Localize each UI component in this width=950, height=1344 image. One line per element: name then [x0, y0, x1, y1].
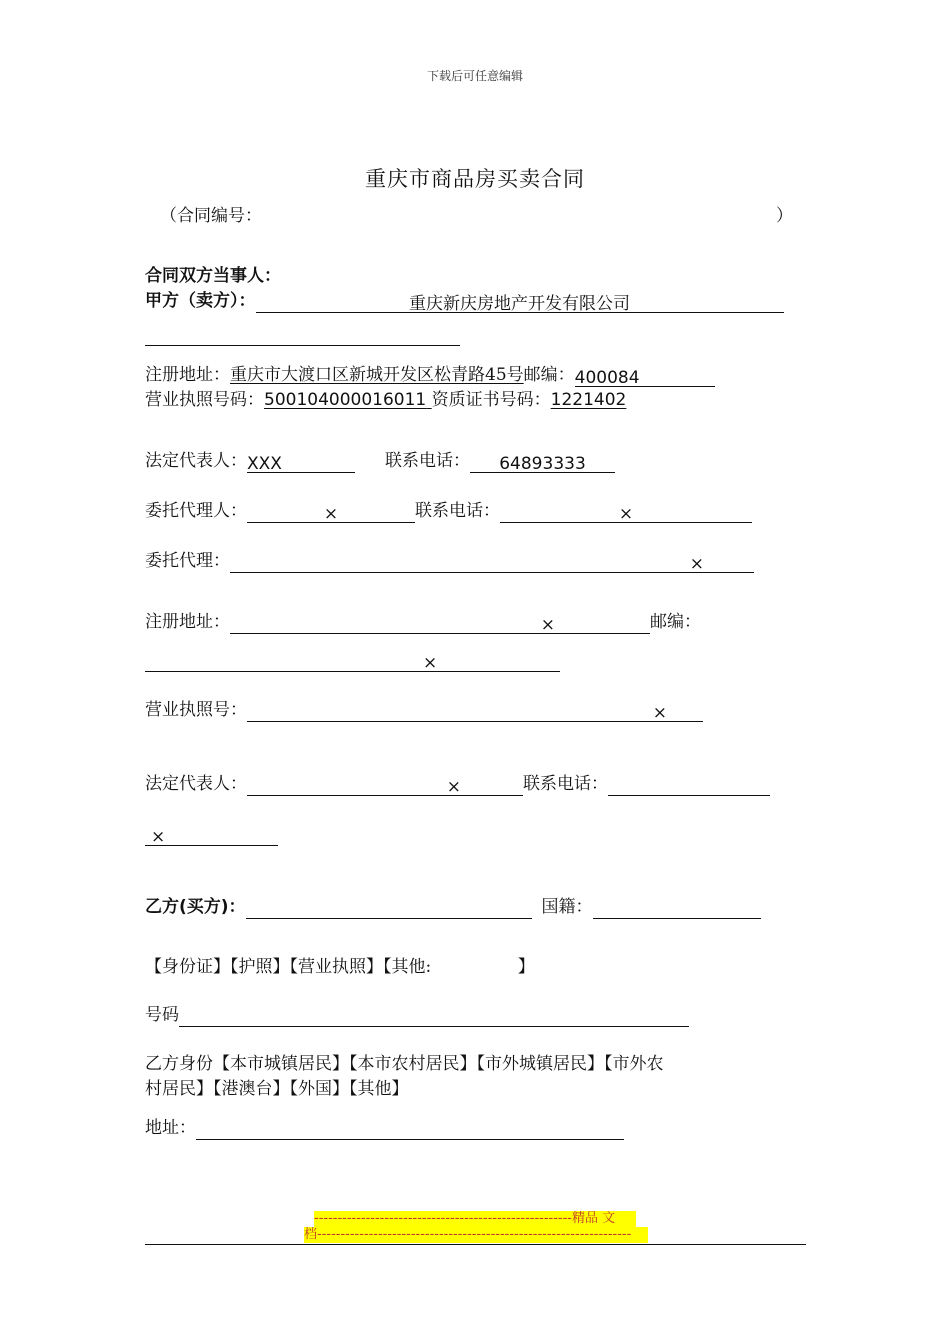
footer-divider [145, 1244, 806, 1245]
document-title: 重庆市商品房买卖合同 [365, 167, 585, 191]
agency-phone-continuation-field[interactable] [145, 825, 278, 846]
party-a-license-row [145, 388, 626, 412]
party-b-name-field[interactable] [246, 898, 532, 919]
agent-phone-label: 联系电话： [415, 501, 500, 521]
party-a-legal-row [145, 449, 615, 473]
agency-post-mark: × [423, 653, 438, 673]
agency-license-label: 营业执照号： [145, 700, 247, 720]
agency-reg-mark: × [540, 615, 555, 635]
postcode-label: 邮编： [523, 365, 575, 385]
party-a-row [145, 289, 784, 313]
contract-number-close: ） [776, 206, 793, 226]
identity-line-1[interactable]: 乙方身份【本市城镇居民】【本市农村居民】【市外城镇居民】【市外农 [145, 1054, 664, 1074]
id-number-row [145, 1003, 689, 1027]
license-label: 营业执照号码： [145, 390, 264, 410]
reg-address-label: 注册地址： [145, 365, 230, 385]
agency-post-label: 邮编： [650, 612, 701, 632]
id-number-label: 号码 [145, 1005, 179, 1025]
party-b-row [145, 895, 761, 919]
legal-rep-value: XXX [247, 454, 282, 474]
party-a-label: 甲方（卖方）： [145, 291, 256, 311]
reg-address-value[interactable]: 重庆市大渡口区新城开发区松青路45号 [230, 365, 524, 385]
postcode-value: 400084 [574, 368, 640, 388]
agency-mark: × [689, 554, 704, 574]
agent-mark: × [323, 504, 339, 524]
agency-post-field[interactable] [145, 651, 560, 672]
agency-legal-field[interactable] [247, 775, 523, 796]
id-type-options[interactable]: 【身份证】【护照】【营业执照】【其他: 】 [145, 957, 535, 977]
agency-reg-label: 注册地址： [145, 612, 230, 632]
party-a-name-continuation [145, 345, 460, 346]
postcode-field[interactable] [575, 366, 715, 387]
id-number-field[interactable] [179, 1006, 689, 1027]
footer-highlight-line-2: 档------------------------------------------------------------------- [304, 1227, 648, 1243]
phone-value: 64893333 [499, 454, 586, 474]
identity-line-2[interactable]: 村居民】【港澳台】【外国】【其他】 [145, 1079, 409, 1099]
agency-license-row [145, 698, 703, 722]
agency-license-field[interactable] [247, 701, 703, 722]
party-a-name: 重庆新庆房地产开发有限公司 [409, 294, 630, 314]
agent-phone-field[interactable] [500, 502, 752, 523]
license-value[interactable]: 500104000016011 [264, 390, 427, 410]
agency-label: 委托代理： [145, 551, 230, 571]
agent-field[interactable] [247, 502, 415, 523]
nationality-field[interactable] [593, 898, 761, 919]
party-b-label: 乙方(买方)： [145, 897, 246, 917]
footer-highlight-line-1: -------------------------------------------------------精品 文 [314, 1211, 636, 1227]
party-b-address-field[interactable] [196, 1119, 624, 1140]
agency-phone-field[interactable] [608, 775, 770, 796]
header-note: 下载后可任意编辑 [426, 69, 523, 83]
agency-legal-label: 法定代表人： [145, 774, 247, 794]
agency-field[interactable] [230, 552, 754, 573]
party-b-address-label: 地址： [145, 1118, 196, 1138]
agency-row [145, 549, 754, 573]
agent-row [145, 499, 752, 523]
agency-phone-mark: × [151, 827, 166, 847]
agency-phone-label: 联系电话： [523, 774, 608, 794]
legal-rep-label: 法定代表人： [145, 451, 247, 471]
agency-reg-field[interactable] [230, 613, 650, 634]
phone-field[interactable] [470, 452, 615, 473]
legal-rep-field[interactable] [247, 452, 355, 473]
agency-legal-mark: × [446, 777, 461, 797]
party-b-address-row [145, 1116, 624, 1140]
agent-label: 委托代理人： [145, 501, 247, 521]
cert-value[interactable]: 1221402 [550, 390, 627, 410]
agent-phone-mark: × [618, 504, 634, 524]
agency-address-row [145, 610, 701, 634]
agency-phone-continuation [145, 822, 278, 846]
contract-number-label: （合同编号： [160, 206, 262, 226]
agency-license-mark: × [652, 703, 667, 723]
agency-legal-row [145, 772, 770, 796]
cert-label: 资质证书号码： [431, 390, 551, 410]
party-a-name-field[interactable] [256, 292, 784, 313]
parties-heading: 合同双方当事人： [145, 266, 281, 286]
nationality-label: 国籍： [541, 897, 593, 917]
party-a-address-row [145, 363, 715, 387]
agency-address-continuation [145, 648, 560, 672]
phone-label: 联系电话： [385, 451, 470, 471]
